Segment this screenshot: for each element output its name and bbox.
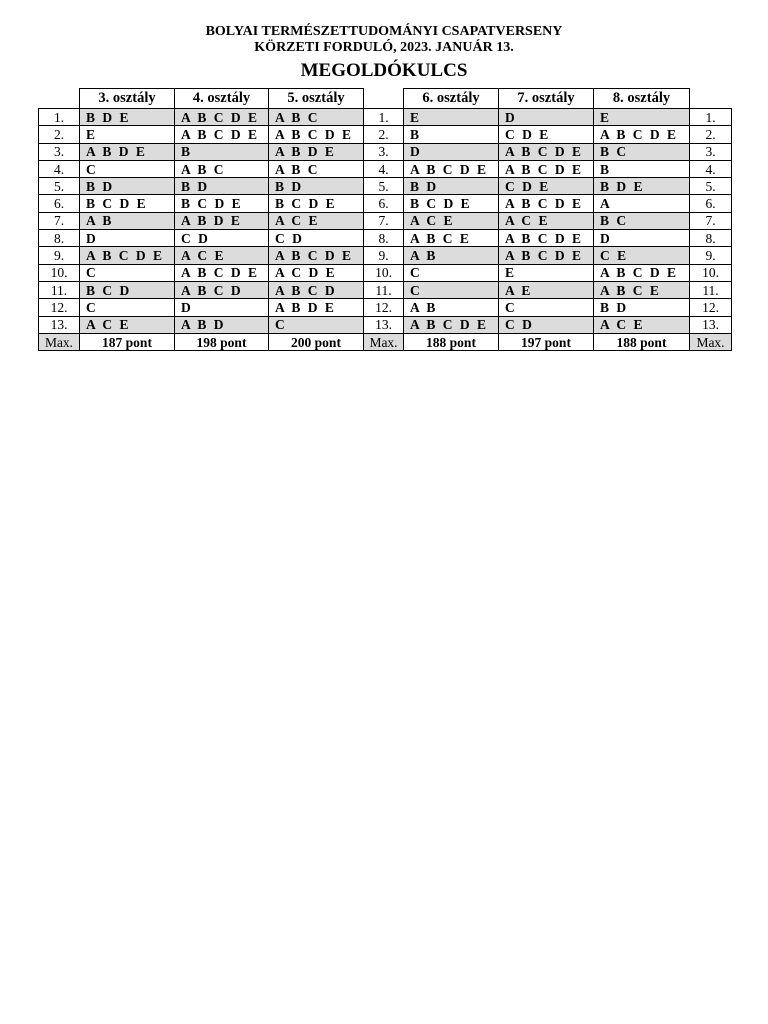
question-number-left: 1. [39,109,80,126]
question-number-left: 2. [39,126,80,143]
answer-cell: A C E [80,316,175,333]
answer-cell: B D [404,178,499,195]
answer-cell: D [499,109,594,126]
answer-cell: A B C D [175,281,269,298]
table-row [39,299,732,316]
question-number-right: 8. [690,230,732,247]
answer-cell: A B C D E [594,264,690,281]
question-number-middle: 4. [364,160,404,177]
question-number-right: 9. [690,247,732,264]
answer-cell: A B C D E [594,126,690,143]
answer-cell: C [80,264,175,281]
answer-cell: B C [594,143,690,160]
answer-cell: A B C E [594,281,690,298]
max-points-cell: 188 pont [404,333,499,350]
max-points-cell: 187 pont [80,333,175,350]
answer-cell: A B C D E [499,195,594,212]
answer-cell: D [80,230,175,247]
column-header: 5. osztály [269,89,364,109]
table-row [39,247,732,264]
answer-cell: E [594,109,690,126]
question-number-left: 6. [39,195,80,212]
question-number-middle: 7. [364,212,404,229]
answer-cell: B [594,160,690,177]
question-number-middle: 5. [364,178,404,195]
answer-cell: A C E [404,212,499,229]
question-number-left: 11. [39,281,80,298]
question-number-middle: 11. [364,281,404,298]
answer-cell: B C D [80,281,175,298]
answer-cell: C D [175,230,269,247]
answer-cell: B D E [594,178,690,195]
question-number-left: 12. [39,299,80,316]
question-number-left: 10. [39,264,80,281]
answer-cell: A B D E [175,212,269,229]
max-points-row [39,333,732,350]
answer-cell: B D [269,178,364,195]
answer-cell: A B C D E [175,264,269,281]
question-number-left: 4. [39,160,80,177]
answer-cell: B C [594,212,690,229]
answer-cell: B D E [80,109,175,126]
answer-cell: A C E [175,247,269,264]
contest-title: BOLYAI TERMÉSZETTUDOMÁNYI CSAPATVERSENY [205,24,563,39]
answer-cell: A B D [175,316,269,333]
answer-cell: A C E [594,316,690,333]
question-number-right: 4. [690,160,732,177]
answer-cell: E [404,109,499,126]
answer-cell: A C E [269,212,364,229]
question-number-right: 1. [690,109,732,126]
question-number-left: 8. [39,230,80,247]
table-row [39,230,732,247]
answer-key-title: MEGOLDÓKULCS [300,60,468,81]
answer-cell: A B C D E [499,143,594,160]
column-header-row [39,89,732,109]
answer-cell: A B C D E [269,126,364,143]
max-label: Max. [690,333,732,350]
answer-cell: A B C D E [80,247,175,264]
answer-cell: C D [499,316,594,333]
question-number-right: 11. [690,281,732,298]
answer-cell: A B D E [80,143,175,160]
answer-cell: B D [175,178,269,195]
question-number-right: 3. [690,143,732,160]
table-row [39,143,732,160]
answer-cell: A B C D E [404,160,499,177]
question-number-middle: 12. [364,299,404,316]
answer-cell: A B C D E [499,247,594,264]
answer-cell: A B C D E [175,126,269,143]
answer-cell: A B C [269,109,364,126]
answer-cell: A B [404,299,499,316]
table-row [39,195,732,212]
answer-cell: C [499,299,594,316]
answer-cell: A B C D E [269,247,364,264]
answer-cell: C [404,281,499,298]
question-number-middle: 9. [364,247,404,264]
answer-cell: A C D E [269,264,364,281]
question-number-right: 5. [690,178,732,195]
answer-cell: A B C D E [404,316,499,333]
answer-cell: B [175,143,269,160]
question-number-middle: 1. [364,109,404,126]
max-points-cell: 188 pont [594,333,690,350]
answer-cell: B C D E [404,195,499,212]
question-number-left: 13. [39,316,80,333]
answer-cell: B C D E [175,195,269,212]
question-number-right: 2. [690,126,732,143]
question-number-middle: 6. [364,195,404,212]
answer-cell: A B C D [269,281,364,298]
max-points-cell: 200 pont [269,333,364,350]
answer-cell: A [594,195,690,212]
table-row [39,281,732,298]
column-header: 3. osztály [80,89,175,109]
table-row [39,126,732,143]
answer-key-table [38,88,732,351]
question-number-right: 13. [690,316,732,333]
table-row [39,109,732,126]
answer-cell: C [80,160,175,177]
max-points-cell: 197 pont [499,333,594,350]
answer-cell: A C E [499,212,594,229]
answer-cell: A B C E [404,230,499,247]
column-header: 4. osztály [175,89,269,109]
answer-cell: B D [594,299,690,316]
answer-cell: A E [499,281,594,298]
question-number-middle: 10. [364,264,404,281]
answer-cell: A B C D E [499,160,594,177]
answer-cell: C D E [499,178,594,195]
question-number-middle: 13. [364,316,404,333]
answer-cell: A B C [175,160,269,177]
answer-cell: E [80,126,175,143]
answer-cell: C E [594,247,690,264]
question-number-middle: 3. [364,143,404,160]
table-row [39,264,732,281]
answer-cell: C [269,316,364,333]
answer-cell: A B [404,247,499,264]
answer-cell: A B C D E [175,109,269,126]
answer-cell: A B C [269,160,364,177]
answer-cell: A B D E [269,143,364,160]
max-label: Max. [39,333,80,350]
question-number-right: 12. [690,299,732,316]
table-row [39,316,732,333]
answer-cell: B D [80,178,175,195]
max-points-cell: 198 pont [175,333,269,350]
answer-cell: C D E [499,126,594,143]
answer-cell: D [175,299,269,316]
column-header: 8. osztály [594,89,690,109]
answer-cell: C D [269,230,364,247]
question-number-right: 10. [690,264,732,281]
answer-cell: C [404,264,499,281]
question-number-left: 3. [39,143,80,160]
question-number-right: 7. [690,212,732,229]
table-row [39,178,732,195]
question-number-left: 7. [39,212,80,229]
answer-cell: A B C D E [499,230,594,247]
question-number-left: 9. [39,247,80,264]
answer-cell: E [499,264,594,281]
answer-cell: D [594,230,690,247]
question-number-right: 6. [690,195,732,212]
question-number-middle: 2. [364,126,404,143]
table-row [39,212,732,229]
table-row [39,160,732,177]
question-number-left: 5. [39,178,80,195]
question-number-middle: 8. [364,230,404,247]
column-header: 7. osztály [499,89,594,109]
answer-cell: A B D E [269,299,364,316]
column-header: 6. osztály [404,89,499,109]
answer-cell: D [404,143,499,160]
answer-cell: B C D E [269,195,364,212]
answer-cell: A B [80,212,175,229]
answer-cell: C [80,299,175,316]
round-date: KÖRZETI FORDULÓ, 2023. JANUÁR 13. [254,40,514,55]
answer-cell: B C D E [80,195,175,212]
answer-cell: B [404,126,499,143]
max-label: Max. [364,333,404,350]
